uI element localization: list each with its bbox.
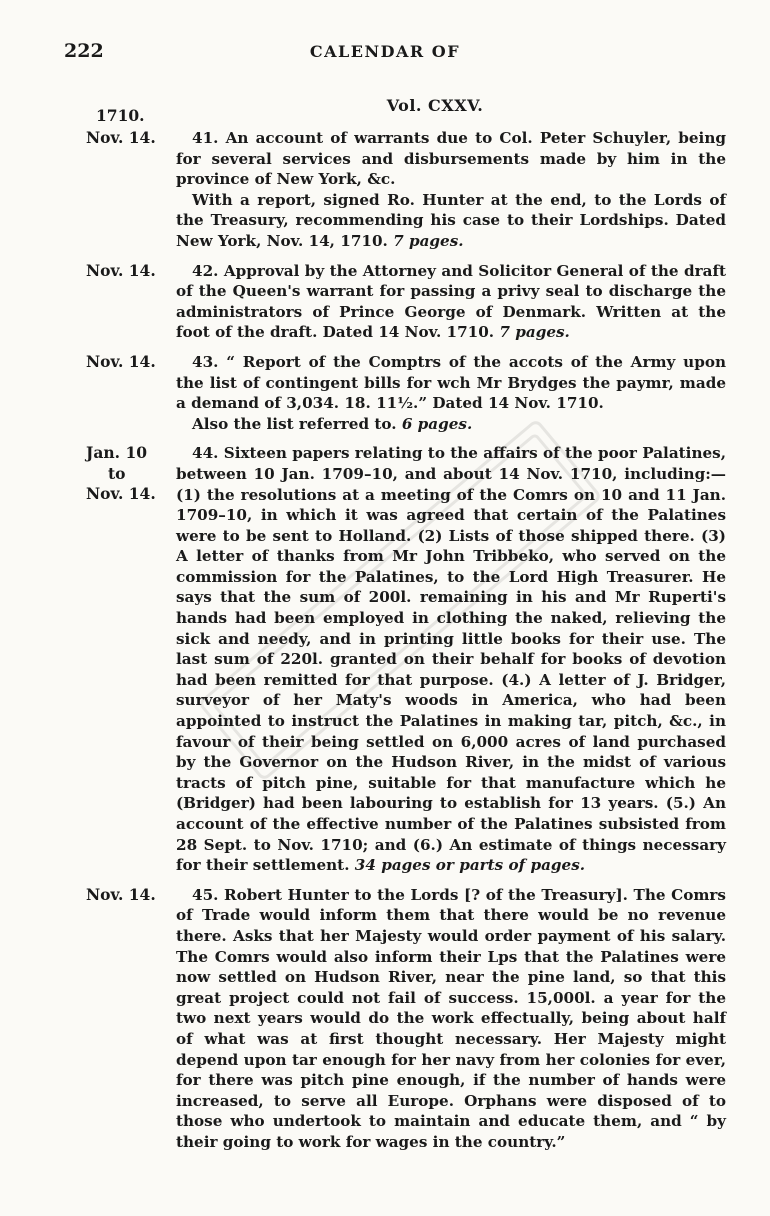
entry-paragraph [176,128,726,190]
running-head: CALENDAR OF [309,42,461,61]
entry-45 [86,885,726,1153]
page-extent: 7 pages. [393,231,464,250]
paragraph-text: 45. Robert Hunter to the Lords [? of the Treasury]. The Comrs of Trade would inform them that there would be no revenue there. Asks that her Majesty would order payment of his salary. The Comrs would also inform their Lps that the Palatines were now settled on Hudson River, near the pine land, so that this great project could not fail of success. 15,000l. a year for the two next years would do the work effectually, being about half of what was at first thought necessary. Her Majesty might depend upon tar enough for her navy from her colonies for ever, for there was pitch pine enough, if the number of hands were increased, to serve all Europe. Orphans were disposed of to those who undertook to maintain and educate them, and “ by their going to work for wages in the country.” [176,885,726,1151]
paragraph-text: 41. An account of warrants due to Col. Peter Schuyler, being for several services and disbursements made by him in the province of New York, &c. [176,129,726,189]
paragraph-text: 44. Sixteen papers relating to the affairs of the poor Palatines, between 10 Jan. 1709–10, and about 14 Nov. 1710, including:— (1) the resolutions at a meeting of the Comrs on 10 and 11 Jan. 1709–10, in which it was agreed that certain of the Palatines were to be sent to Holland. (2) Lists of those shipped there. (3) A letter of thanks from Mr John Tribbeko, who served on the commission for the Palatines, to the Lord High Treasurer. He says that the sum of 200l. remaining in his and Mr Ruperti's hands had been employed in clothing the naked, relieving the sick and needy, and in printing little books for their use. The last sum of 220l. granted on their behalf for books of devotion had been remitted for that purpose. (4.) A letter of J. Bridger, surveyor of her Maty's woods in America, who had been appointed to instruct the Palatines in making tar, pitch, &c., in favour of their being settled on 6,000 acres of land purchased by the Governor on the Hudson River, in the midst of various tracts of pitch pine, suitable for that manufacture which he (Bridger) had been labouring to establish for 13 years. (5.) An account of the effective number of the Palatines subsisted from 28 Sept. to Nov. 1710; and (6.) An estimate of things necessary for their settlement. [176,444,726,875]
entry-text [176,443,726,875]
paragraph-text: Also the list referred to. [192,414,402,433]
paragraph-text: With a report, signed Ro. Hunter at the end, to the Lords of the Treasury, recommending his case to their Lordships. Dated New York, Nov. 14, 1710. [176,190,726,250]
date-line: to [108,463,126,483]
calendar-entries [86,128,726,1162]
entry-41 [86,128,726,252]
entry-text [176,352,726,434]
date-line: Nov. 14. [86,884,156,904]
entry-42 [86,261,726,343]
entry-paragraph [176,261,726,343]
entry-paragraph [176,414,726,435]
date-line: Jan. 10 [86,443,148,463]
date-line: Nov. 14. [86,351,156,371]
paragraph-text: 43. “ Report of the Comptrs of the accots of the Army upon the list of contingent bills for wch Mr Brydges the paymr, made a demand of 3,034. 18. 11½.” Dated 14 Nov. 1710. [176,352,726,413]
entry-paragraph [176,352,726,414]
page-extent: 34 pages or parts of pages. [354,856,586,875]
date-line: Nov. 14. [86,128,156,147]
entry-date [86,128,176,252]
entry-44 [86,443,726,875]
entry-text [176,128,726,252]
page-number: 222 [64,40,104,62]
entry-date [86,352,176,434]
entry-date [86,443,176,875]
volume-label: Vol. CXXV. [386,96,484,115]
entry-paragraph [176,885,726,1153]
entry-text [176,885,726,1153]
entry-paragraph [176,190,726,252]
entry-date [86,261,176,343]
entry-date [86,885,176,1153]
page-extent: 6 pages. [401,414,473,433]
entry-text [176,261,726,343]
year-label: 1710. [96,106,145,125]
entry-43 [86,352,726,434]
date-line: Nov. 14. [86,484,156,504]
page-extent: 7 pages. [499,323,570,342]
entry-paragraph [176,443,726,875]
date-line: Nov. 14. [86,260,156,280]
paragraph-text: 42. Approval by the Attorney and Solicitor General of the draft of the Queen's warrant for passing a privy seal to discharge the administrators of Prince George of Denmark. Written at the foot of the draft. Dated 14 Nov. 1710. [176,261,726,342]
